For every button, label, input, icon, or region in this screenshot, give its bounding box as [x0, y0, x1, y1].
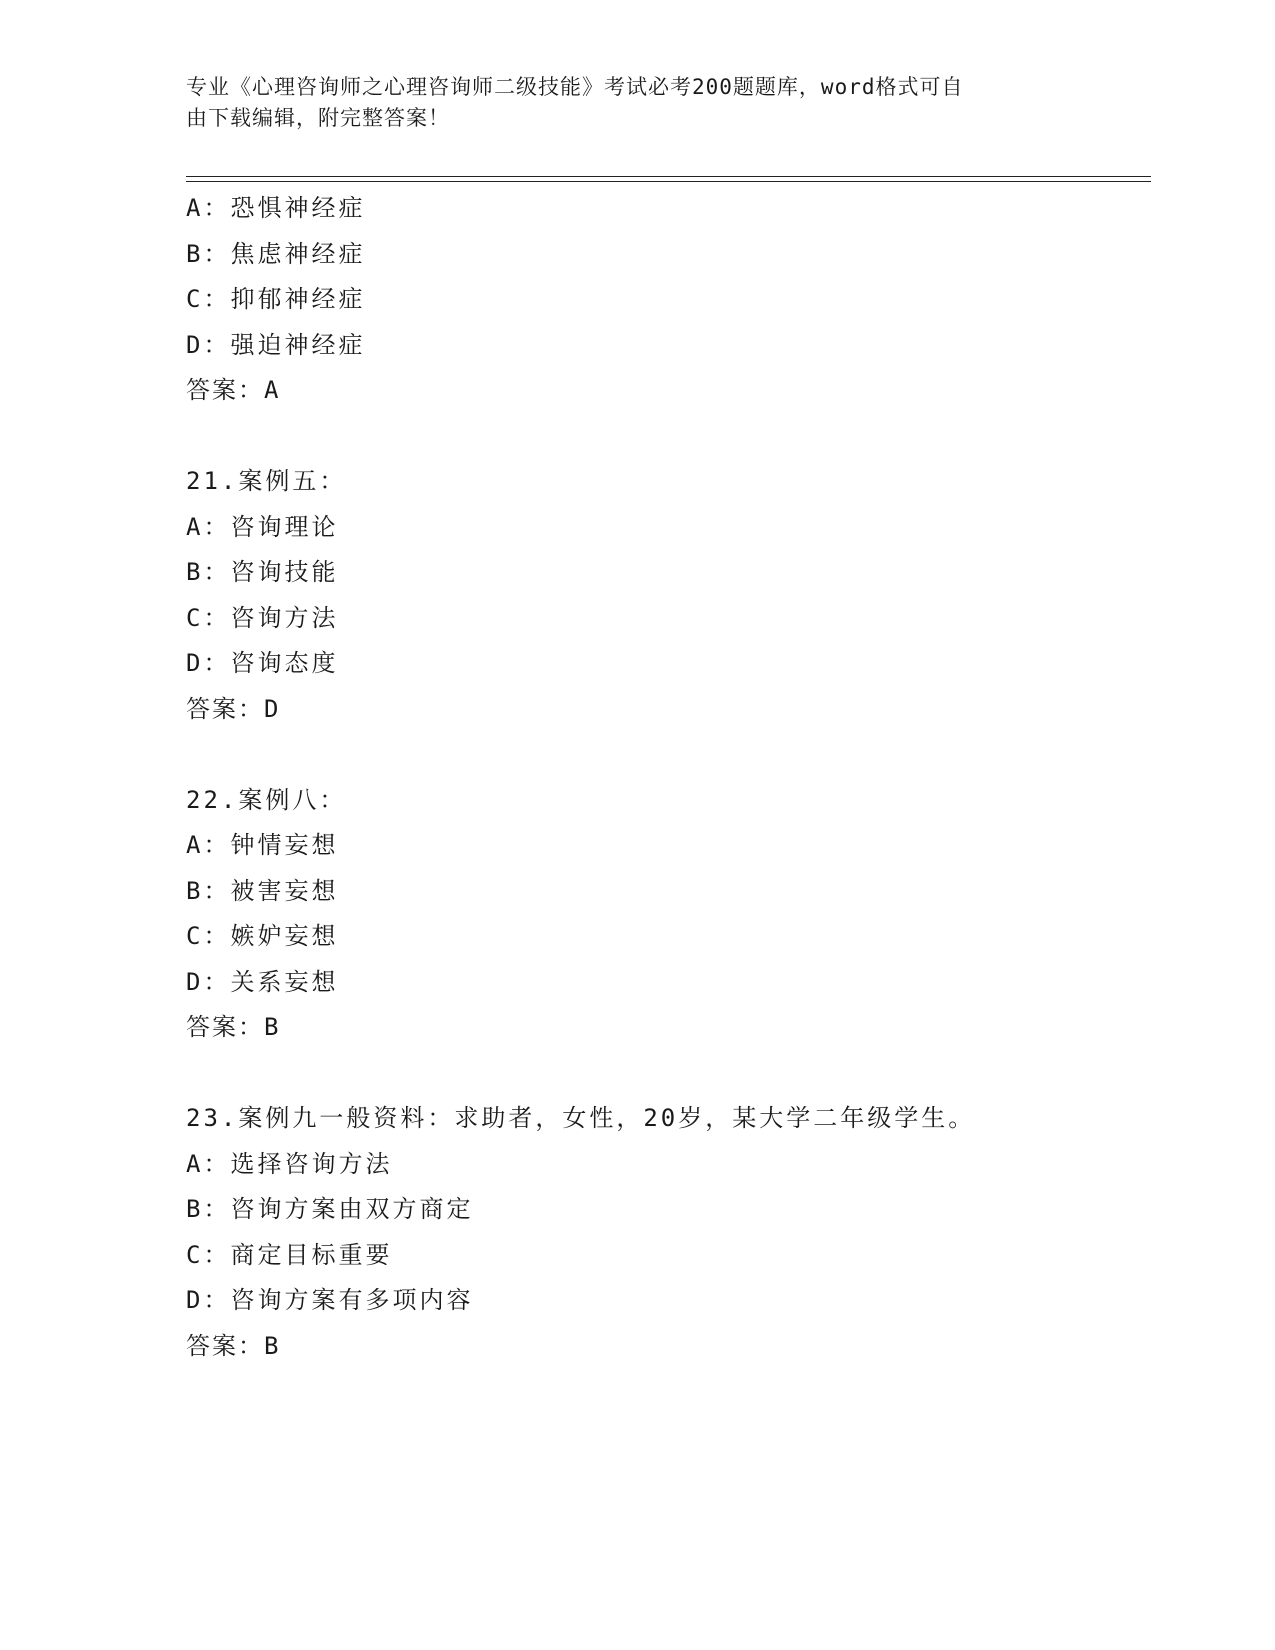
- question-text: 23.案例九一般资料：求助者，女性，20岁，某大学二年级学生。: [186, 1104, 976, 1132]
- question-list: [186, 186, 1146, 1369]
- question-block-21: [186, 459, 1146, 732]
- answer-value: A: [264, 376, 279, 404]
- answer-label: 答案：: [186, 1331, 264, 1360]
- question-block-20: [186, 186, 1146, 414]
- question-block-23: [186, 1096, 1146, 1369]
- block-spacer: [186, 732, 1146, 778]
- header-divider-bottom: [186, 181, 1151, 182]
- question-block-22: [186, 778, 1146, 1051]
- option-c: C：嫉妒妄想: [186, 922, 339, 950]
- answer-value: D: [264, 694, 279, 723]
- option-a: A：选择咨询方法: [186, 1149, 393, 1178]
- option-a: A：咨询理论: [186, 512, 339, 541]
- option-c: C：咨询方法: [186, 603, 339, 632]
- option-d: D：咨询态度: [186, 649, 339, 677]
- answer-value: B: [264, 1013, 279, 1041]
- header-divider-top: [186, 176, 1151, 177]
- option-b: B：被害妄想: [186, 876, 339, 905]
- option-d: D：关系妄想: [186, 967, 339, 996]
- question-text: 22.案例八：: [186, 785, 347, 814]
- answer-label: 答案：: [186, 1013, 264, 1041]
- answer-line: [186, 1324, 1146, 1370]
- answer-line: [186, 687, 1146, 733]
- answer-label: 答案：: [186, 376, 264, 404]
- option-a: A：恐惧神经症: [186, 194, 366, 222]
- answer-line: [186, 368, 1146, 414]
- question-text: 21.案例五：: [186, 467, 347, 495]
- option-b: B：焦虑神经症: [186, 239, 366, 268]
- option-c: C：抑郁神经症: [186, 285, 366, 313]
- option-a: A：钟情妄想: [186, 831, 339, 859]
- option-d: D：强迫神经症: [186, 330, 366, 359]
- option-d: D：咨询方案有多项内容: [186, 1286, 474, 1314]
- block-spacer: [186, 414, 1146, 460]
- option-c: C：商定目标重要: [186, 1240, 393, 1269]
- header-line-1: 专业《心理咨询师之心理咨询师二级技能》考试必考200题题库，word格式可自: [186, 75, 964, 99]
- header-line-2: 由下载编辑，附完整答案！: [186, 106, 450, 130]
- answer-label: 答案：: [186, 694, 264, 723]
- option-b: B：咨询方案由双方商定: [186, 1195, 474, 1223]
- block-spacer: [186, 1051, 1146, 1097]
- answer-line: [186, 1005, 1146, 1051]
- document-header: [186, 72, 1066, 134]
- option-b: B：咨询技能: [186, 558, 339, 586]
- answer-value: B: [264, 1331, 279, 1360]
